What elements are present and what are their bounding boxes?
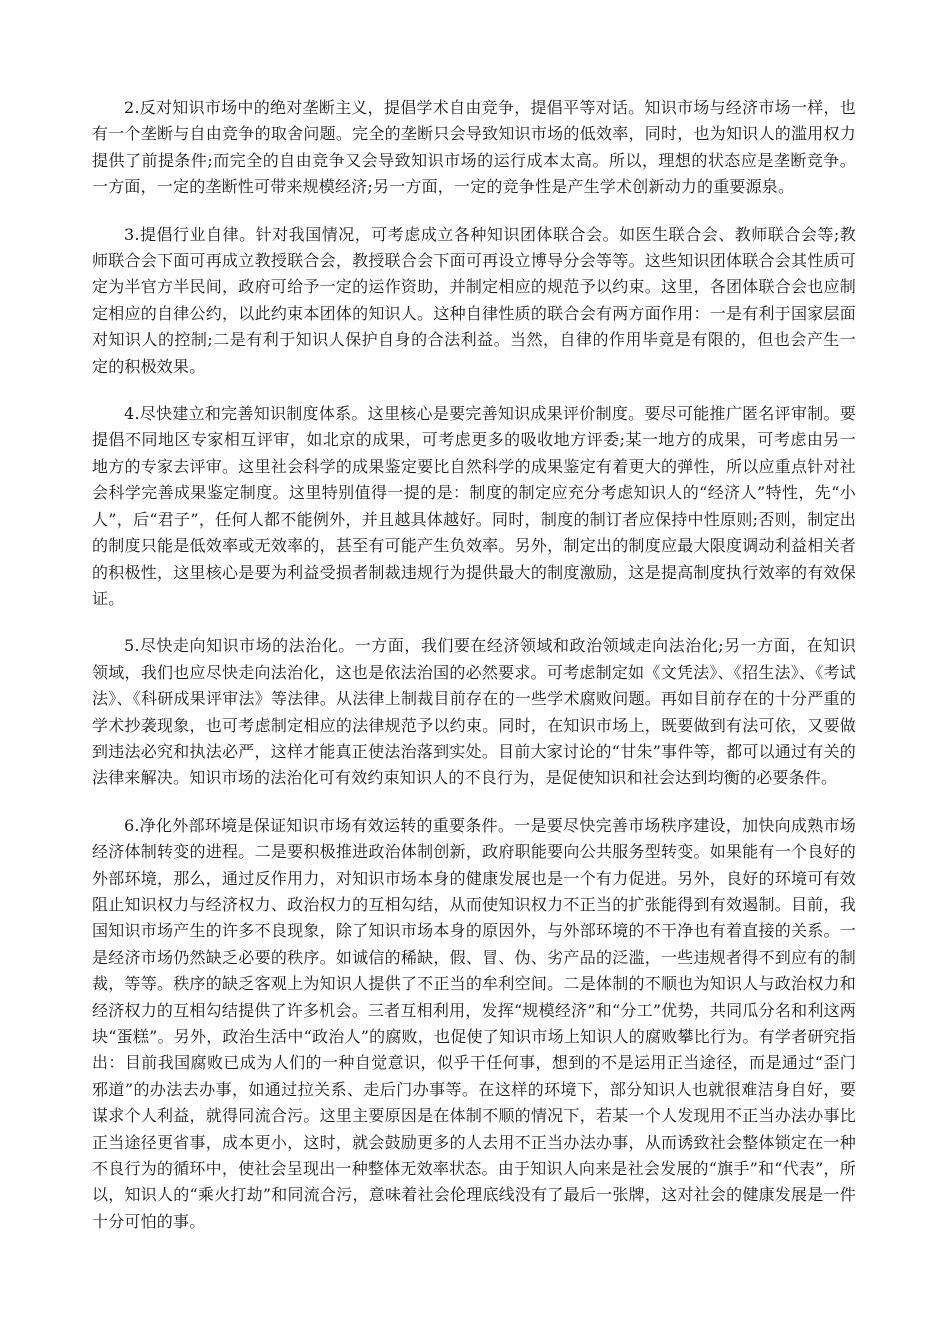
paragraph-6: 6.净化外部环境是保证知识市场有效运转的重要条件。一是要尽快完善市场秩序建设，加快向成熟市场经济体制转变的进程。二是要积极推进政治体制创新，政府职能要向公共服务型转变。如果能有一个良好的外部环境，那么，通过反作用力，对知识市场本身的健康发展也是一个有力促进。另外，良好的环境可有效阻止知识权力与经济权力、政治权力的互相勾结，从而使知识权力不正当的扩张能得到有效遏制。目前，我国知识市场产生的许多不良现象，除了知识市场本身的原因外，与外部环境的不干净也有着直接的关系。一是经济市场仍然缺乏必要的秩序。如诚信的稀缺，假、冒、伪、劣产品的泛滥，一些违规者得不到应有的制裁，等等。秩序的缺乏客观上为知识人提供了不正当的牟利空间。二是体制的不顺也为知识人与政治权力和经济权力的互相勾结提供了许多机会。三者互相利用，发挥“规模经济”和“分工”优势，共同瓜分名和利这两块“蛋糕”。另外，政治生活中“政治人”的腐败，也促使了知识市场上知识人的腐败攀比行为。有学者研究指出：目前我国腐败已成为人们的一种自觉意识，似乎干任何事，想到的不是运用正当途径，而是通过“歪门邪道”的办法去办事，如通过拉关系、走后门办事等。在这样的环境下，部分知识人也就很难洁身自好，要谋求个人利益，就得同流合污。这里主要原因是在体制不顺的情况下，若某一个人发现用不正当办法办事比正当途径更省事，成本更小，这时，就会鼓励更多的人去用不正当办法办事，从而诱致社会整体锁定在一种不良行为的循环中，使社会呈现出一种整体无效率状态。由于知识人向来是社会发展的“旗手”和“代表”，所以，知识人的“乘火打劫”和同流合污，意味着社会伦理底线没有了最后一张牌，这对社会的健康发展是一件十分可怕的事。 (92, 815, 856, 1231)
paragraph-5: 5.尽快走向知识市场的法治化。一方面，我们要在经济领域和政治领域走向法治化;另一方面，在知识领域，我们也应尽快走向法治化，这也是依法治国的必然要求。可考虑制定如《文凭法》、《招生法》、《考试法》、《科研成果评审法》等法律。从法律上制裁目前存在的一些学术腐败问题。再如目前存在的十分严重的学术抄袭现象，也可考虑制定相应的法律规范予以约束。同时，在知识市场上，既要做到有法可依，又要做到违法必究和执法必严，这样才能真正使法治落到实处。目前大家讨论的“甘朱”事件等，都可以通过有关的法律来解决。知识市场的法治化可有效约束知识人的不良行为，是促使知识和社会达到均衡的必要条件。 (92, 636, 856, 788)
paragraph-4: 4.尽快建立和完善知识制度体系。这里核心是要完善知识成果评价制度。要尽可能推广匿名评审制。要提倡不同地区专家相互评审，如北京的成果，可考虑更多的吸收地方评委;某一地方的成果，可考虑由另一地方的专家去评审。这里社会科学的成果鉴定要比自然科学的成果鉴定有着更大的弹性，所以应重点针对社会科学完善成果鉴定制度。这里特别值得一提的是：制度的制定应充分考虑知识人的“经济人”特性，先“小人”，后“君子”，任何人都不能例外，并且越具体越好。同时，制度的制订者应保持中性原则;否则，制定出的制度只能是低效率或无效率的，甚至有可能产生负效率。另外，制定出的制度应最大限度调动利益相关者的积极性，这里核心是要为利益受损者制裁违规行为提供最大的制度激励，这是提高制度执行效率的有效保证。 (92, 404, 856, 608)
paragraph-2: 2.反对知识市场中的绝对垄断主义，提倡学术自由竞争，提倡平等对话。知识市场与经济市场一样，也有一个垄断与自由竞争的取舍问题。完全的垄断只会导致知识市场的低效率，同时，也为知识人的滥用权力提供了前提条件;而完全的自由竞争又会导致知识市场的运行成本太高。所以，理想的状态应是垄断竞争。一方面，一定的垄断性可带来规模经济;另一方面，一定的竞争性是产生学术创新动力的重要源泉。 (92, 98, 856, 197)
document-body (92, 95, 856, 1256)
paragraph-3: 3.提倡行业自律。针对我国情况，可考虑成立各种知识团体联合会。如医生联合会、教师联合会等;教师联合会下面可再成立教授联合会，教授联合会下面可再设立博导分会等等。这些知识团体联合会其性质可定为半官方半民间，政府可给予一定的运作资助，并制定相应的规范予以约束。这里，各团体联合会也应制定相应的自律公约，以此约束本团体的知识人。这种自律性质的联合会有两方面作用：一是有利于国家层面对知识人的控制;二是有利于知识人保护自身的合法利益。当然，自律的作用毕竟是有限的，但也会产生一定的积极效果。 (92, 224, 856, 376)
